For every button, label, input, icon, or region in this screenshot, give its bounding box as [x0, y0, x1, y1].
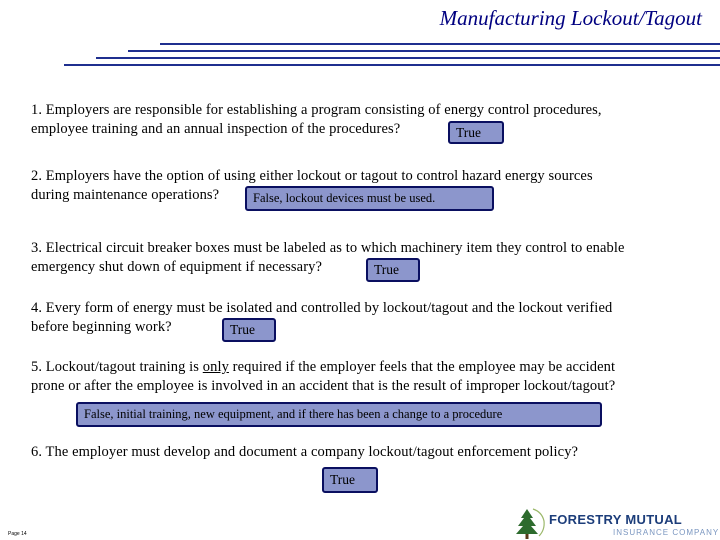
- page-title: Manufacturing Lockout/Tagout: [439, 6, 702, 30]
- answer-1: True: [448, 121, 504, 144]
- page-number: Page 14: [8, 531, 27, 537]
- answer-6: True: [322, 467, 378, 493]
- question-6: [31, 443, 711, 462]
- question-1: [31, 101, 711, 139]
- question-2-line-1: 2. Employers have the option of using either lockout or tagout to control hazard energy sources: [31, 168, 593, 184]
- answer-3: True: [366, 258, 420, 282]
- question-1-line-2: employee training and an annual inspection of the procedures?: [31, 121, 401, 137]
- question-5-emphasis: only: [202, 359, 229, 375]
- header-rule-2: [128, 50, 720, 52]
- header-rule-4: [64, 64, 720, 66]
- logo-company-name: FORESTRY MUTUAL: [549, 512, 683, 527]
- question-5-line-1: [31, 358, 716, 377]
- question-2-line-2: during maintenance operations?: [31, 187, 220, 203]
- question-5: [31, 358, 716, 396]
- forestry-mutual-logo: [515, 506, 720, 540]
- question-4-line-2: before beginning work?: [31, 319, 172, 335]
- answer-2: False, lockout devices must be used.: [245, 186, 494, 211]
- question-5-line-1-end: required if the employer feels that the employee may be accident: [228, 359, 616, 375]
- question-6-line-1: 6. The employer must develop and document a company lockout/tagout enforcement policy?: [31, 444, 579, 460]
- pine-tree-icon: [515, 506, 547, 540]
- answer-5: False, initial training, new equipment, and if there has been a change to a procedure: [76, 402, 602, 427]
- answer-4: True: [222, 318, 276, 342]
- question-3-line-2: emergency shut down of equipment if necessary?: [31, 259, 323, 275]
- question-4: [31, 299, 711, 337]
- header-rule-1: [160, 43, 720, 45]
- header-rule-3: [96, 57, 720, 59]
- question-4-line-1: 4. Every form of energy must be isolated and controlled by lockout/tagout and the lockout verified: [31, 300, 613, 316]
- question-1-line-1: 1. Employers are responsible for establishing a program consisting of energy control procedures,: [31, 102, 602, 118]
- question-5-line-1-start: 5. Lockout/tagout training is: [31, 359, 203, 375]
- logo-company-subtitle: INSURANCE COMPANY: [613, 528, 720, 537]
- question-3-line-1: 3. Electrical circuit breaker boxes must be labeled as to which machinery item they control to enable: [31, 240, 625, 256]
- question-5-line-2: prone or after the employee is involved in an accident that is the result of improper lockout/tagout?: [31, 378, 616, 394]
